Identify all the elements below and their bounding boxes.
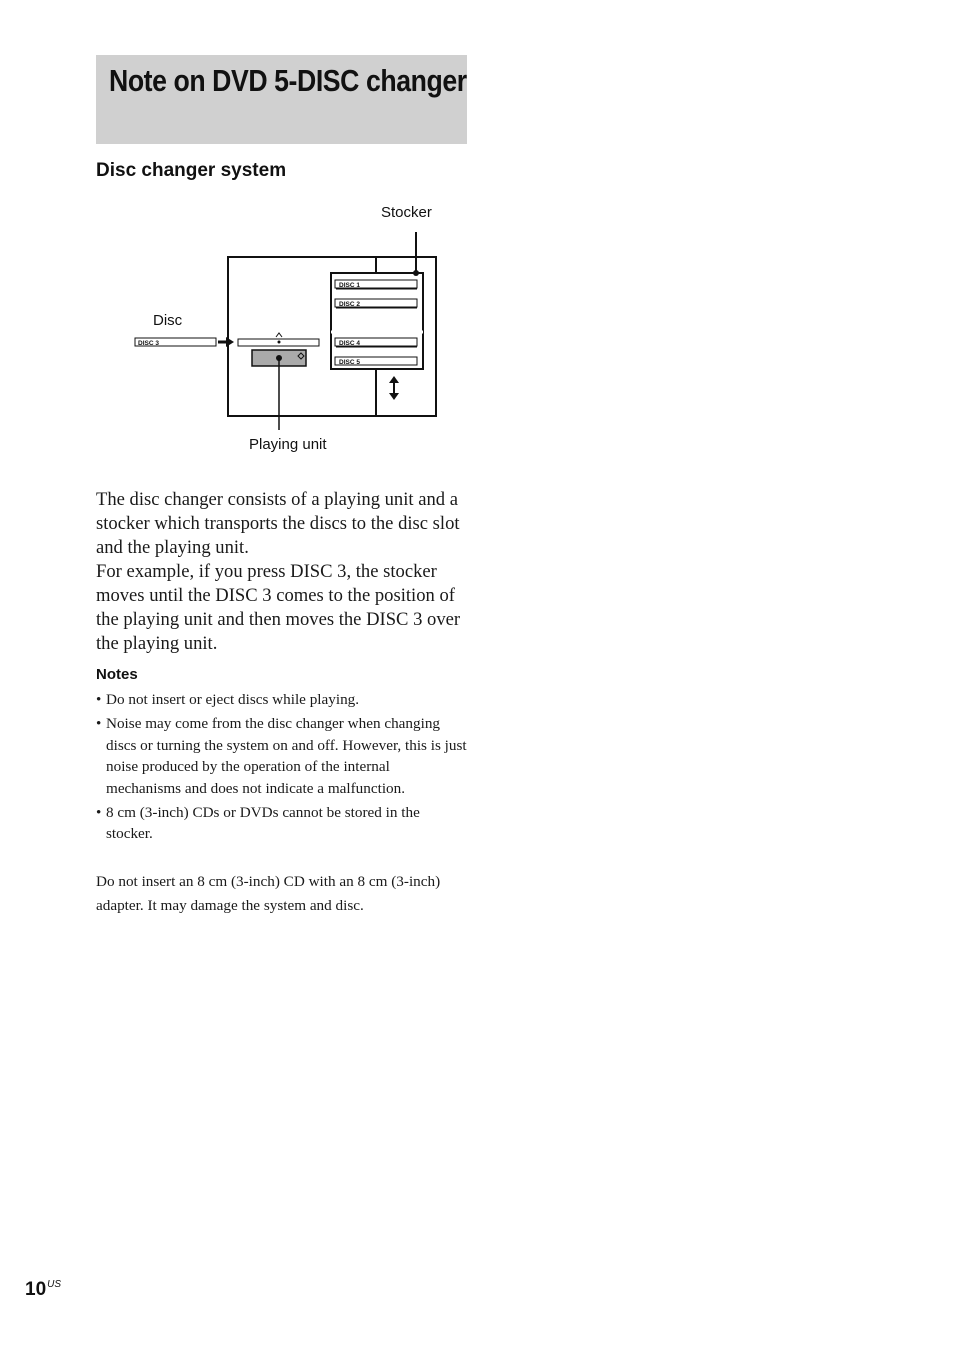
disc-1-label: DISC 1 <box>339 282 360 289</box>
body-text <box>96 488 468 656</box>
note-item: • Noise may come from the disc changer when changing discs or turning the system on and off. However, this is just noise produced by the operation of the internal mechanisms and does not indicate a malfunction. <box>96 713 468 799</box>
note-item: • 8 cm (3-inch) CDs or DVDs cannot be stored in the stocker. <box>96 802 468 845</box>
playing-unit-label: Playing unit <box>249 436 327 453</box>
slot-guide-mark <box>276 333 282 337</box>
disc-label: Disc <box>153 312 183 329</box>
page-number <box>25 1279 61 1301</box>
body-paragraph: The disc changer consists of a playing unit and a stocker which transports the discs to the disc slot and the playing unit. <box>96 489 460 558</box>
disc-3-label: DISC 3 <box>138 340 159 347</box>
notes-list <box>96 689 468 847</box>
stocker-label: Stocker <box>381 204 432 221</box>
disc-2-label: DISC 2 <box>339 301 360 308</box>
slot-center-dot <box>278 341 281 344</box>
page-number-value: 10 <box>25 1279 47 1300</box>
note-item: • Do not insert or eject discs while playing. <box>96 689 468 711</box>
notes-heading: Notes <box>96 666 138 683</box>
adapter-warning: Do not insert an 8 cm (3-inch) CD with an 8 cm (3-inch) adapter. It may damage the system and disc. <box>96 873 441 914</box>
page-region-suffix: US <box>47 1279 62 1290</box>
body-paragraph: For example, if you press DISC 3, the stocker moves until the DISC 3 comes to the position of the playing unit and then moves the DISC 3 over the playing unit. <box>96 561 461 654</box>
section-heading: Disc changer system <box>96 160 287 181</box>
up-down-arrow-icon <box>389 376 399 400</box>
insert-arrow-icon <box>218 337 234 347</box>
disc-4-label: DISC 4 <box>339 340 360 347</box>
disc-changer-diagram <box>0 0 954 470</box>
page-title: Note on DVD 5-DISC changer <box>109 63 467 98</box>
disc-5-label: DISC 5 <box>339 359 360 366</box>
